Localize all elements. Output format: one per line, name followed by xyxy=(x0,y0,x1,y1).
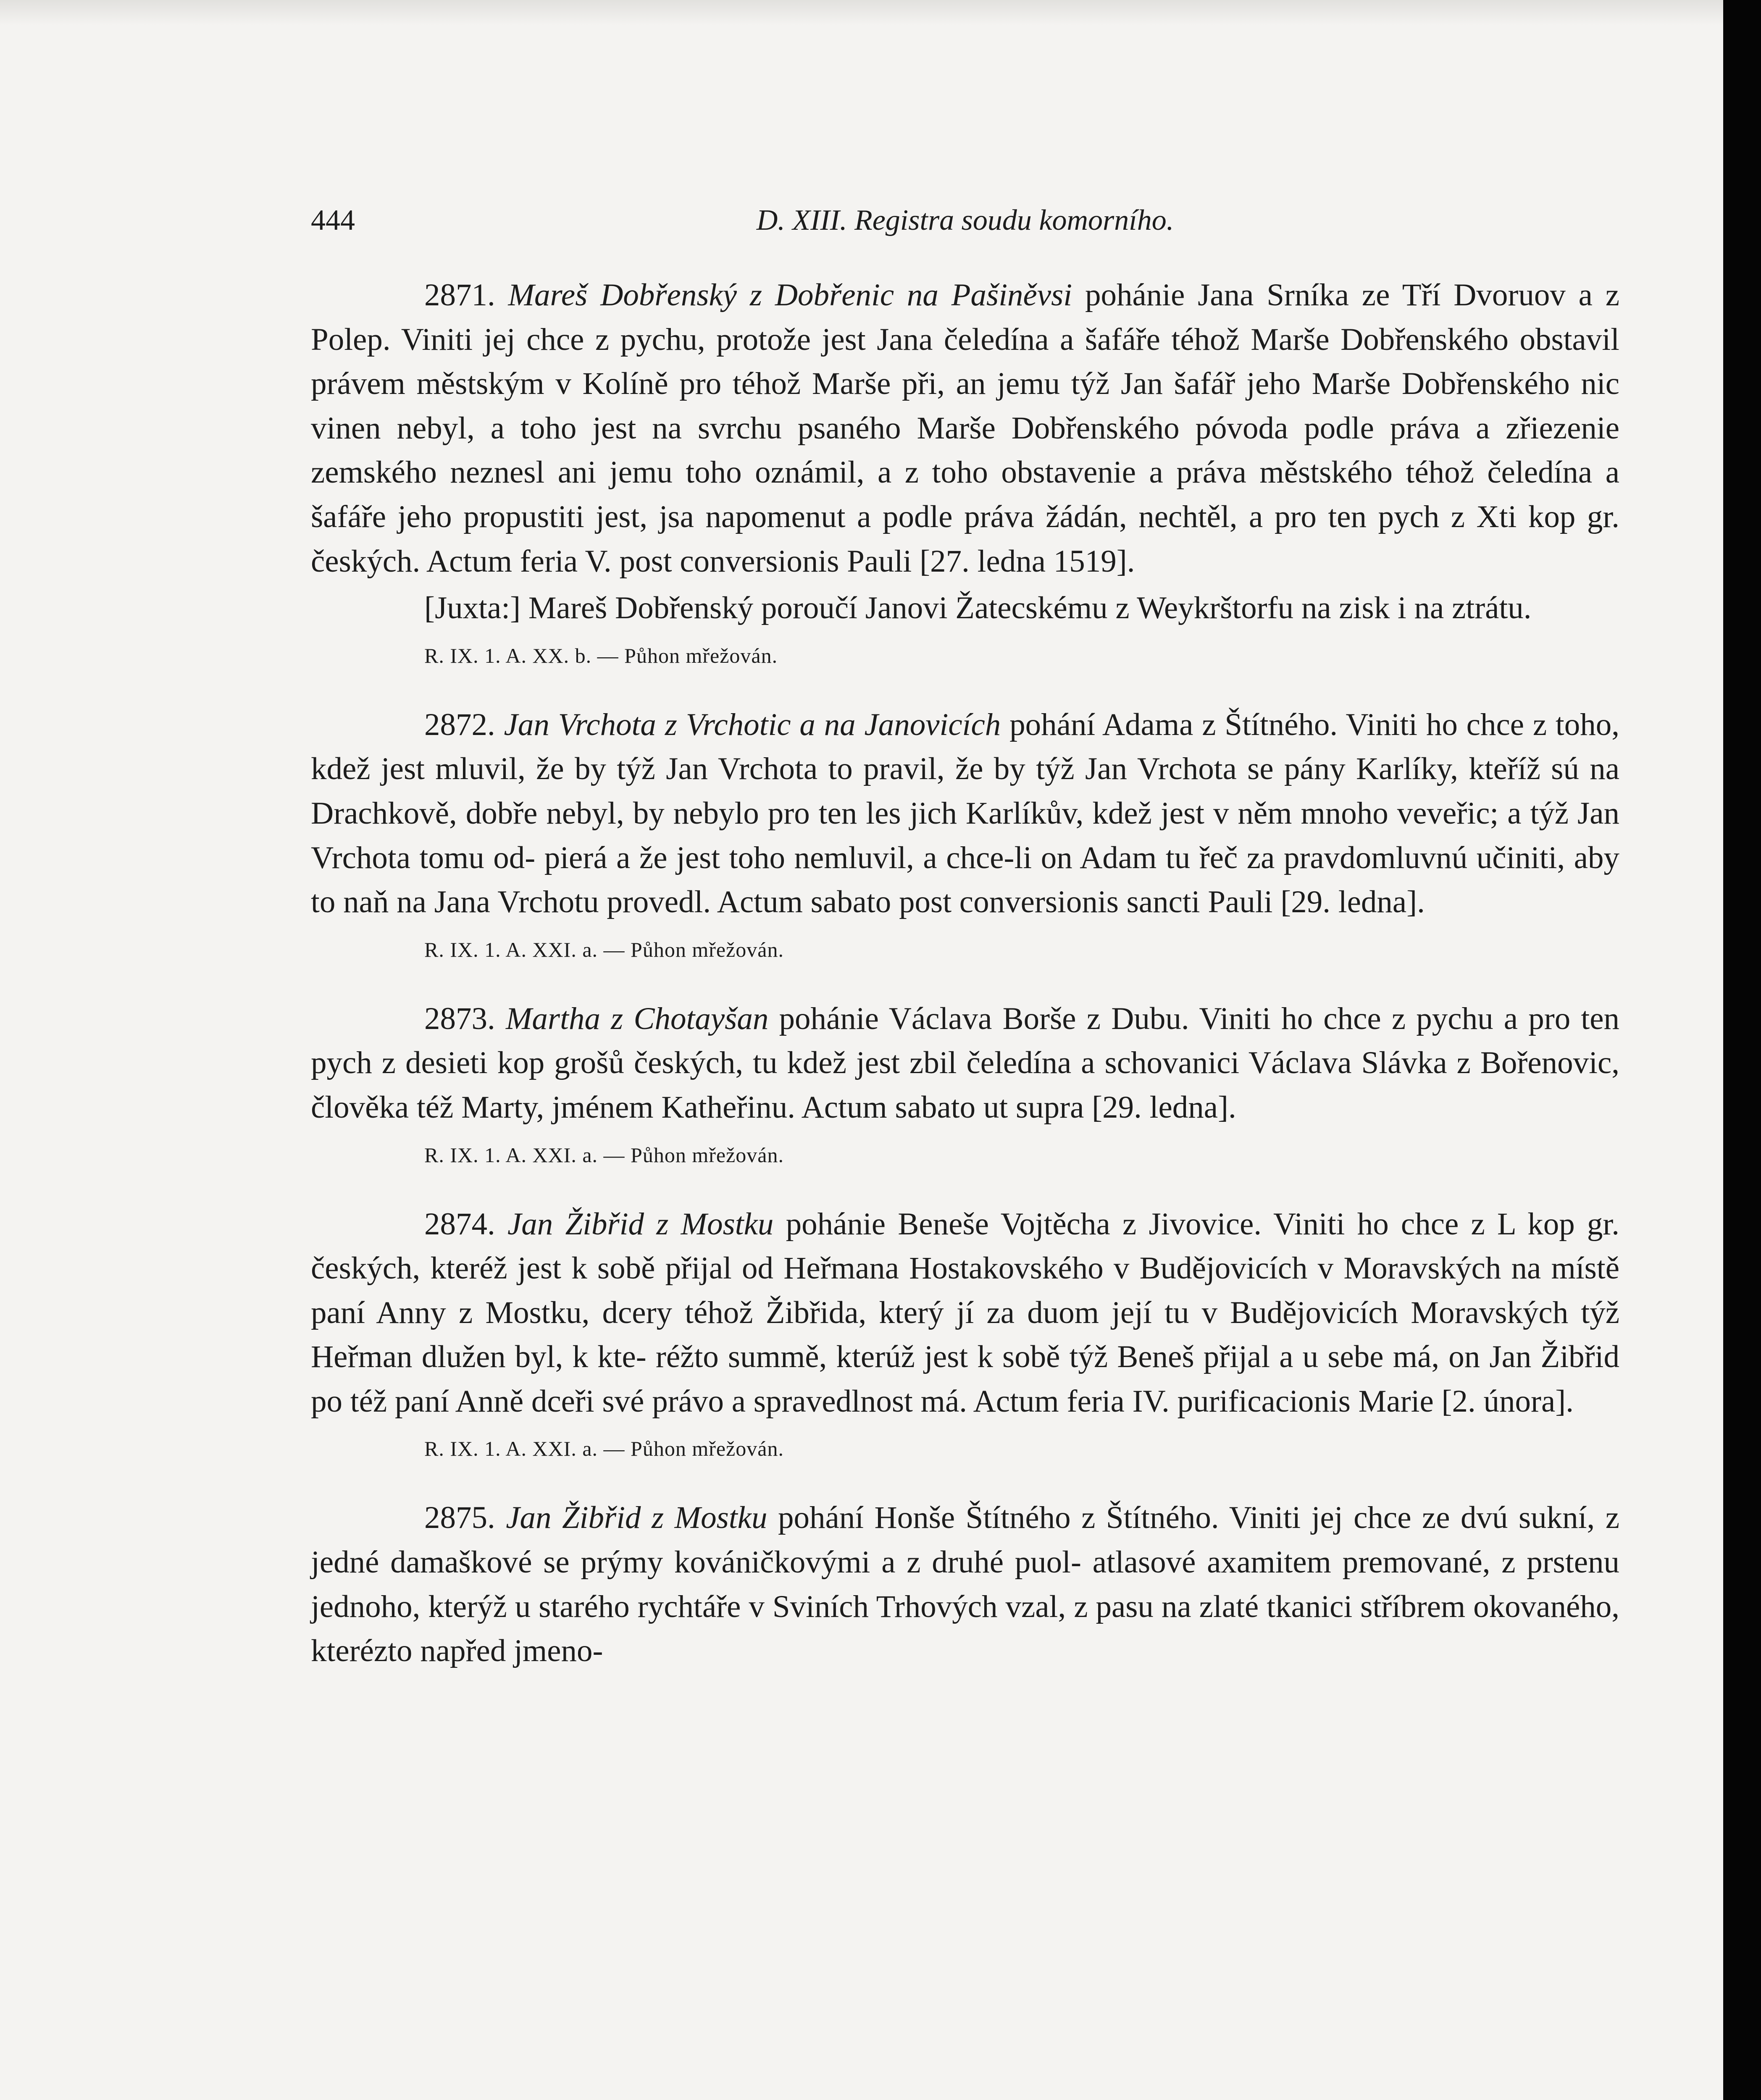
entry-source-note: R. IX. 1. A. XXI. a. — Půhon mřežován. xyxy=(424,1143,784,1167)
entry-text: pohánie Václava Borše z Dubu. Viniti ho chce z pychu a pro ten pych z desieti kop grošů českých, tu kdež jest zbil čeledína a schovanici Václava Slávka z Bořenovic, člověka též Marty, jménem Katheřinu. Actum sabato ut supra [29. ledna]. xyxy=(311,1001,1620,1125)
entry-number: 2875. xyxy=(424,1500,495,1536)
entry-plaintiff: Martha z Chotayšan xyxy=(505,1001,769,1036)
entry-plaintiff: Jan Žibřid z Mostku xyxy=(506,1500,767,1536)
entry-text: pohánie Beneše Vojtěcha z Jivovice. Viniti ho chce z L kop gr. českých, kteréž jest k sobě přijal od Heřmana Hostakovského v Budějovicích v Moravských na místě paní Anny z Mostku, dcery téhož Žibřida, který jí za duom její tu v Budějovicích Moravských týž Heřman dlužen byl, k kte- réžto summě, kterúž jest k sobě týž Beneš přijal a u sebe má, on Jan Žibřid po též paní Anně dceři své právo a spravedlnost má. Actum feria IV. purificacionis Marie [2. února]. xyxy=(311,1206,1620,1419)
entry-paragraph xyxy=(311,1202,1619,1424)
entry-source-note: R. IX. 1. A. XXI. a. — Půhon mřežován. xyxy=(424,1437,784,1461)
entry-plaintiff: Jan Žibřid z Mostku xyxy=(507,1206,774,1242)
entry-2873 xyxy=(311,997,1619,1173)
entry-paragraph xyxy=(311,703,1619,924)
entry-text: pohánie Jana Srníka ze Tří Dvoruov a z Polep. Viniti jej chce z pychu, protože jest Jana čeledína a šafáře téhož Marše Dobřenského obstavil právem městským v Kolíně pro téhož Marše při, an jemu týž Jan šafář jeho Marše Dobřenského nic vinen nebyl, a toho jest na svrchu psaného Marše Dobřenského póvoda podle práva a zřiezenie zemského neznesl ani jemu toho oznámil, a z toho obstavenie a práva městského téhož čeledína a šafáře jeho propustiti jest, jsa napomenut a podle práva žádán, nechtěl, a pro ten pych z Xti kop gr. českých. Actum feria V. post conversionis Pauli [27. ledna 1519]. xyxy=(311,278,1620,579)
entry-2872 xyxy=(311,703,1619,967)
entry-text: pohání Honše Štítného z Štítného. Viniti jej chce ze dvú sukní, z jedné damaškové se prýmy kováničkovými a z druhé puol- atlasové axamitem premované, z prstenu jednoho, kterýž u starého rychtáře v Sviních Trhových vzal, z pasu na zlaté tkanici stříbrem okovaného, kterézto napřed jmeno- xyxy=(311,1500,1620,1669)
entry-2875 xyxy=(311,1496,1619,1673)
entry-text: pohání Adama z Štítného. Viniti ho chce z toho, kdež jest mluvil, že by týž Jan Vrchota to pravil, že by týž Jan Vrchota se pány Karlíky, kteříž sú na Drachkově, dobře nebyl, by nebylo pro ten les jich Karlíkův, kdež jest v něm mnoho veveřic; a týž Jan Vrchota tomu od- pierá a že jest toho nemluvil, a chce-li on Adam tu řeč za pravdomluvnú učiniti, aby to naň na Jana Vrchotu provedl. Actum sabato post conversionis sancti Pauli [29. ledna]. xyxy=(311,707,1619,920)
running-title: D. XIII. Registra soudu komorního. xyxy=(756,204,1174,236)
running-head xyxy=(311,197,1619,244)
entry-number: 2871. xyxy=(424,278,495,312)
entry-source-note: R. IX. 1. A. XXI. a. — Půhon mřežován. xyxy=(424,937,784,961)
entry-plaintiff: Mareš Dobřenský z Dobřenic na Pašiněvsi xyxy=(508,278,1072,312)
entry-number: 2872. xyxy=(424,707,495,742)
entry-continuation: [Juxta:] Mareš Dobřenský poroučí Janovi Žatecskému z Weykrštorfu na zisk i na ztrátu. xyxy=(424,591,1532,626)
entry-number: 2873. xyxy=(424,1001,495,1036)
entry-2871 xyxy=(311,273,1619,673)
entry-plaintiff: Jan Vrchota z Vrchotic a na Janovicích xyxy=(504,707,1001,742)
scan-top-edge xyxy=(0,0,1761,25)
entry-paragraph xyxy=(311,1496,1619,1673)
entry-paragraph xyxy=(311,997,1619,1130)
page-number: 444 xyxy=(311,204,355,236)
entry-2874 xyxy=(311,1202,1619,1467)
scan-right-border xyxy=(1723,0,1761,2100)
entry-source-note: R. IX. 1. A. XX. b. — Půhon mřežován. xyxy=(424,643,778,667)
entry-paragraph xyxy=(311,273,1619,583)
book-page xyxy=(311,197,1619,1673)
entry-number: 2874. xyxy=(424,1206,495,1242)
